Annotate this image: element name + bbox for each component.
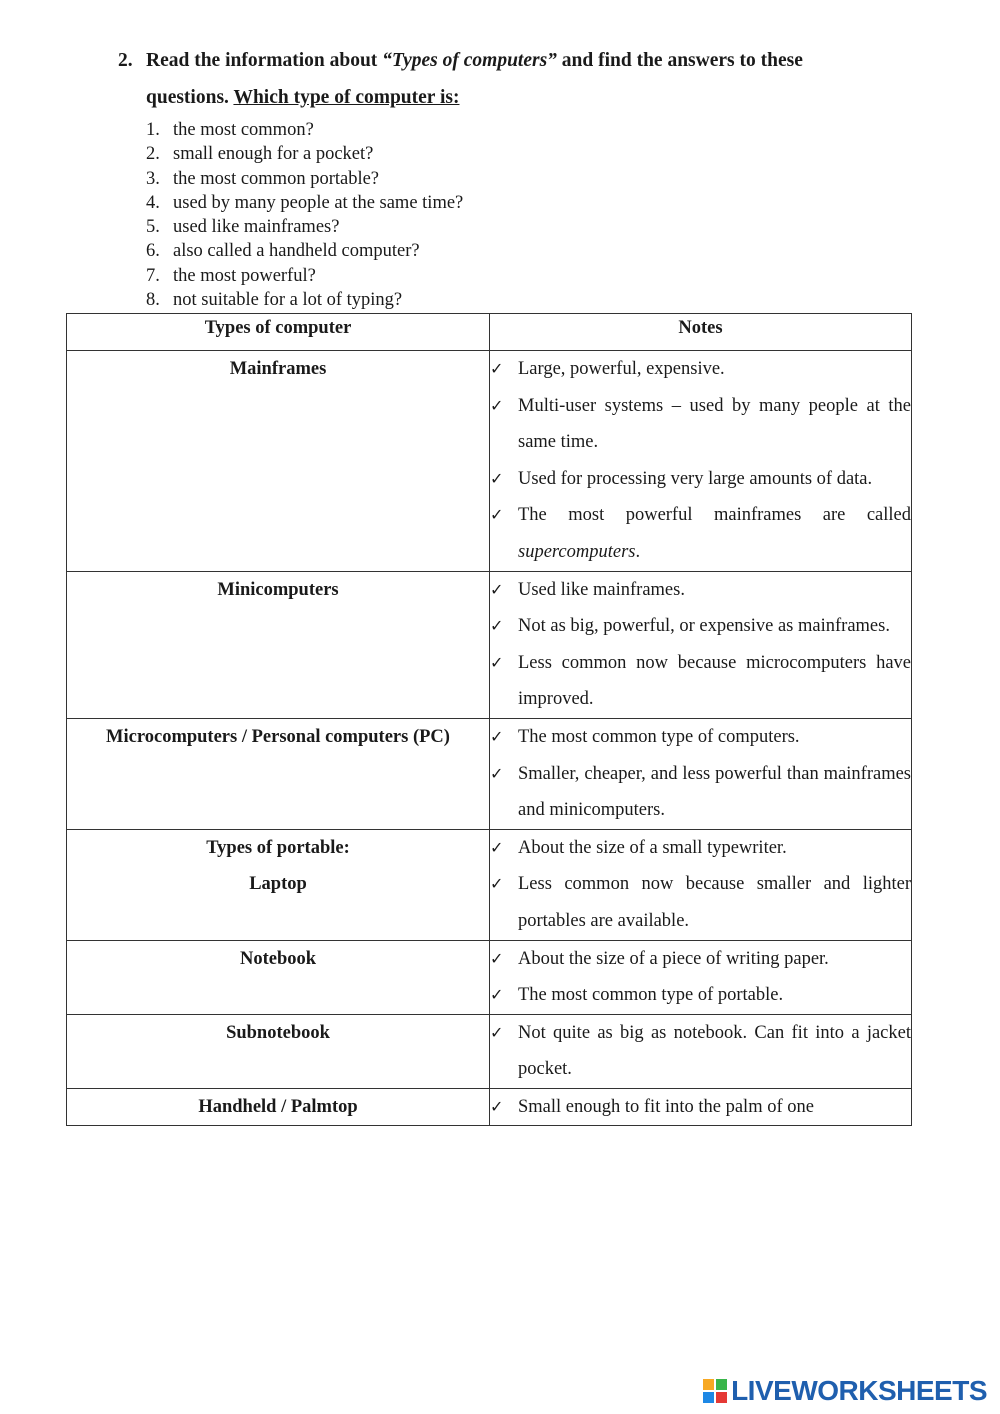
question-text-after: and find the answers to these [556,50,803,71]
question-item [146,118,463,142]
question-item [146,264,463,288]
notes-cell [490,1088,912,1126]
note-text: Large, powerful, expensive. [518,359,725,379]
note-text: Less common now because microcomputers have improved. [518,652,911,710]
note-item [490,461,911,498]
checkmark-icon: ✓ [490,763,504,783]
note-text: The most common type of computers. [518,726,800,747]
checkmark-icon: ✓ [490,1022,504,1042]
note-text: Less common now because smaller and lighter portables are available. [518,874,911,931]
question-item-number: 3. [146,168,160,189]
question-line2-lead: questions. [146,87,234,108]
computer-type-cell [67,718,490,829]
table-row [67,571,912,718]
table-body [67,351,912,1126]
brand-footer [703,1374,987,1408]
note-item [490,941,911,978]
computer-type-name: Minicomputers [217,579,339,600]
note-text: Used for processing very large amounts of data. [518,468,873,489]
checkmark-icon: ✓ [490,505,504,525]
computer-type-name: Handheld / Palmtop [198,1096,358,1117]
computer-type-name: Notebook [239,948,317,969]
note-text: Small enough to fit into the palm of one [518,1096,814,1117]
computer-type-cell [67,829,490,940]
note-item [490,388,911,461]
notes-cell [490,1014,912,1088]
question-item-text: used by many people at the same time? [173,192,464,213]
note-item [490,977,911,1014]
table-header-row [67,314,912,351]
note-text: Multi-user systems – used by many people at the same time. [518,395,911,453]
table-row [67,829,912,940]
checkmark-icon: ✓ [490,395,504,415]
note-item [490,1015,911,1088]
question-item-number: 6. [146,241,160,262]
question-item-text: the most powerful? [173,265,316,286]
question-prompt-underlined: Which type of computer is: [233,87,460,108]
checkmark-icon: ✓ [490,726,504,746]
question-item-text: not suitable for a lot of typing? [173,290,403,311]
note-item [490,1089,911,1126]
question-item-text: the most common? [173,120,314,140]
table-row [67,351,912,572]
notes-cell [490,940,912,1014]
note-text: About the size of a piece of writing paper. [518,948,829,969]
note-item [490,830,911,867]
checkmark-icon: ✓ [490,359,504,378]
question-item-text: also called a handheld computer? [173,241,420,262]
checkmark-icon: ✓ [490,652,504,672]
computer-types-table [66,313,912,1126]
question-item-text: small enough for a pocket? [173,144,374,165]
computer-type-name: Types of portable: [206,837,350,858]
question-item-number: 1. [146,120,160,140]
note-italic-text: supercomputers [518,541,636,562]
checkmark-icon: ✓ [490,948,504,968]
note-text: Not as big, powerful, or expensive as mainframes. [518,616,890,637]
checkmark-icon: ✓ [490,468,504,488]
question-text-before: Read the information about [146,50,383,71]
note-text: The most common type of portable. [518,985,784,1006]
table-row [67,940,912,1014]
note-text: Smaller, cheaper, and less powerful than mainframes and minicomputers. [518,763,911,821]
note-text: Not quite as big as notebook. Can fit into a jacket pocket. [518,1022,911,1080]
question-item-text: the most common portable? [173,168,380,189]
question-item [146,167,463,191]
brand-name: LIVEWORKSHEETS [731,1375,987,1406]
notes-cell [490,829,912,940]
notes-cell [490,571,912,718]
question-list [146,118,463,312]
question-heading [118,42,904,116]
computer-type-cell [67,351,490,572]
computer-type-cell [67,940,490,1014]
note-item [490,866,911,939]
table-row [67,1014,912,1088]
notes-cell [490,718,912,829]
note-item [490,572,911,609]
note-item [490,351,911,388]
header-notes: Notes [490,314,912,351]
computer-type-cell [67,571,490,718]
note-item [490,645,911,718]
notes-cell [490,351,912,572]
question-item [146,191,463,215]
checkmark-icon: ✓ [490,985,504,1005]
computer-type-name: Subnotebook [226,1022,330,1043]
note-text: About the size of a small typewriter. [518,837,787,858]
table-row [67,718,912,829]
note-item [490,497,911,570]
note-text: Used like mainframes. [518,579,685,600]
note-item [490,756,911,829]
checkmark-icon: ✓ [490,1096,504,1116]
question-item [146,288,463,312]
question-item [146,215,463,239]
question-item-number: 4. [146,192,160,213]
liveworksheets-logo-icon [703,1379,727,1403]
note-item [490,608,911,645]
computer-type-cell [67,1088,490,1126]
table-row [67,1088,912,1126]
question-item-number: 8. [146,290,160,311]
checkmark-icon: ✓ [490,837,504,857]
computer-type-name: Mainframes [229,359,327,379]
computer-type-cell [67,1014,490,1088]
header-types-of-computer: Types of computer [67,314,490,351]
computer-type-name: Microcomputers / Personal computers (PC) [106,726,450,747]
computer-type-name: Laptop [249,874,307,895]
checkmark-icon: ✓ [490,874,504,894]
question-number: 2. [118,50,133,71]
note-item [490,719,911,756]
note-text-after: . [635,541,641,562]
checkmark-icon: ✓ [490,616,504,636]
question-item-number: 5. [146,217,160,238]
question-item [146,239,463,263]
question-item [146,142,463,166]
question-item-number: 7. [146,265,160,286]
question-title: “Types of computers” [382,50,557,71]
question-item-number: 2. [146,144,160,165]
checkmark-icon: ✓ [490,579,504,599]
note-text: The most powerful mainframes are called [518,505,911,526]
question-item-text: used like mainframes? [173,217,340,238]
